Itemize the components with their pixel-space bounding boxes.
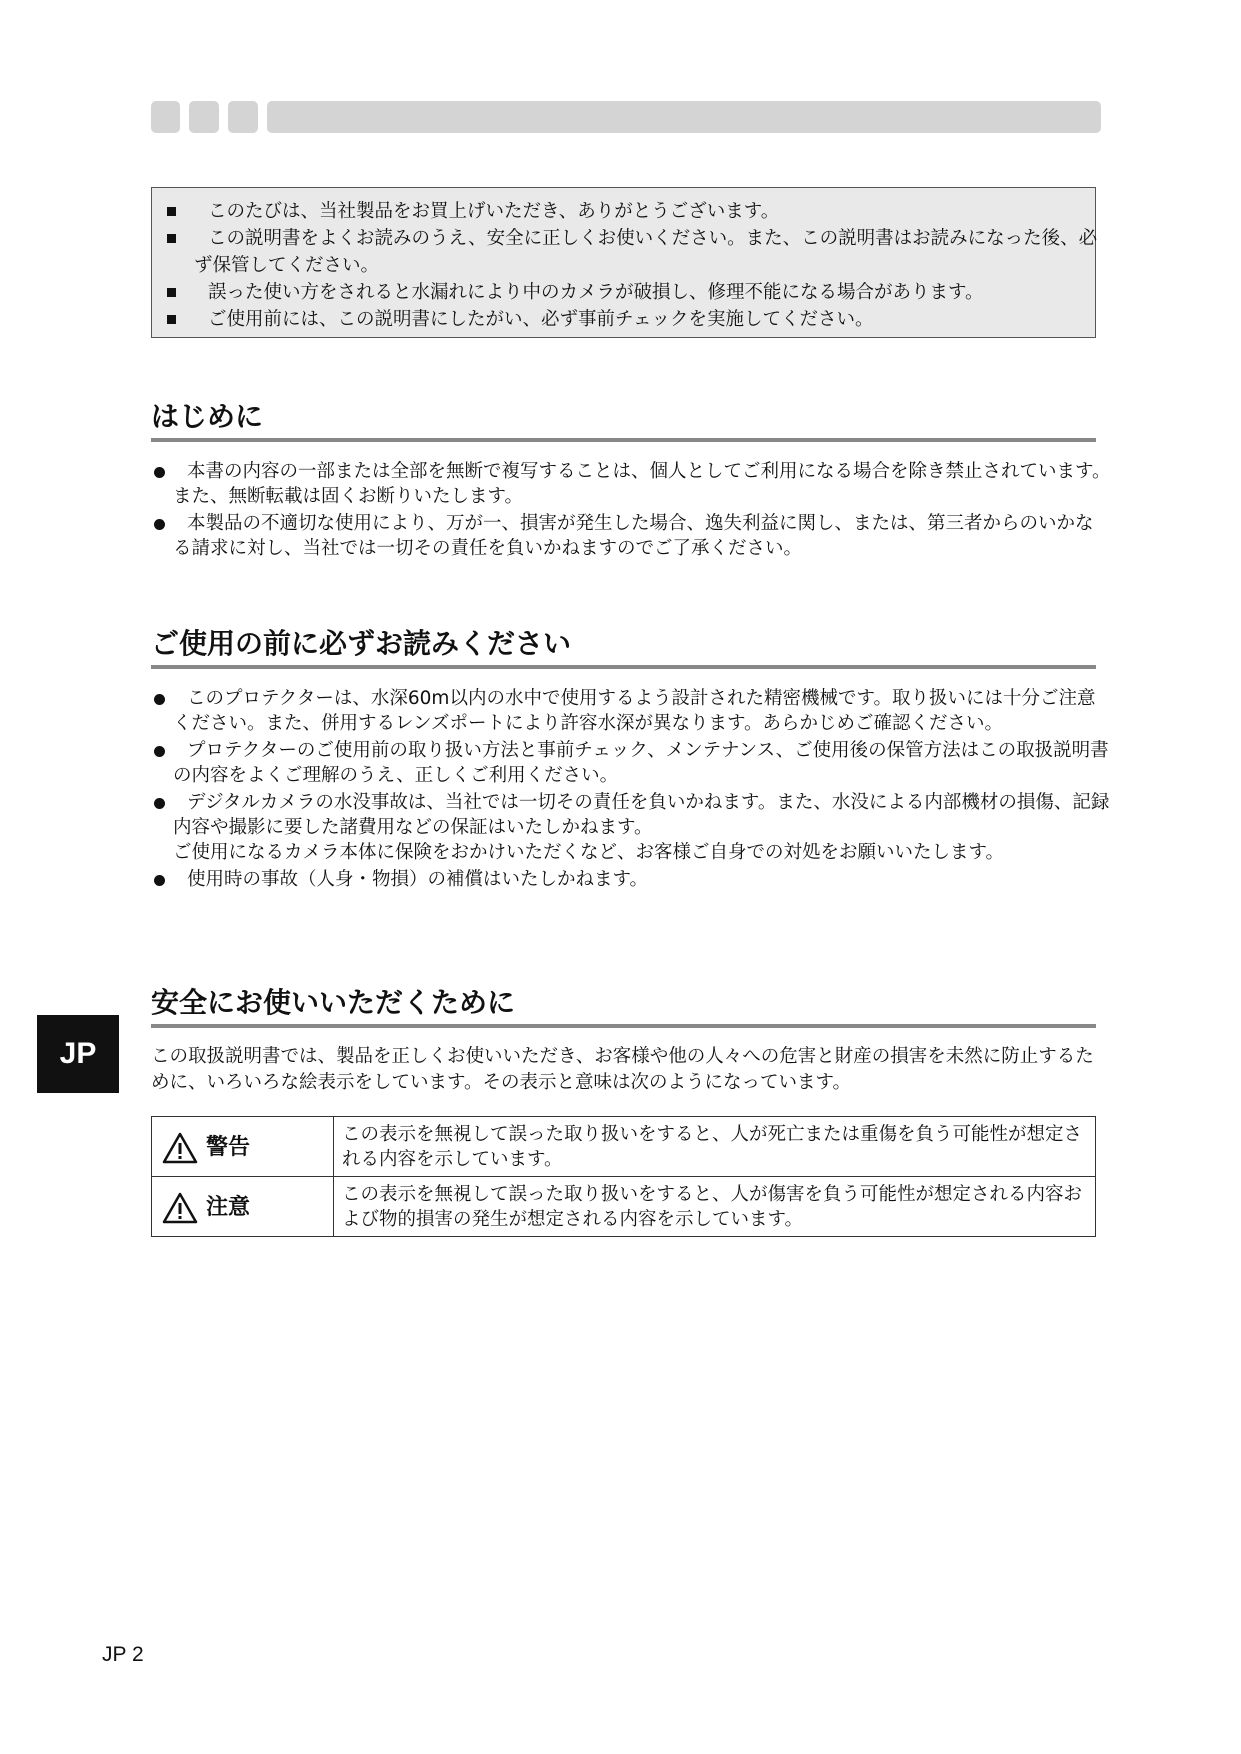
intro-box [151, 187, 1096, 338]
table-row [152, 1177, 1096, 1237]
intro-item: この説明書をよくお読みのうえ、安全に正しくお使いください。また、この説明書はお読みになった後、必ず保管してください。 [164, 225, 1114, 279]
list-item: プロテクターのご使用前の取り扱い方法と事前チェック、メンテナンス、ご使用後の保管方法はこの取扱説明書の内容をよくご理解のうえ、正しくご利用ください。 [151, 738, 1111, 788]
safety-paragraph: この取扱説明書では、製品を正しくお使いいただき、お客様や他の人々への危害と財産の損害を未然に防止するために、いろいろな絵表示をしています。その表示と意味は次のようになっています。 [151, 1046, 1094, 1093]
warning-table [151, 1116, 1096, 1237]
warning-description: この表示を無視して誤った取り扱いをすると、人が死亡または重傷を負う可能性が想定される内容を示しています。 [334, 1117, 1096, 1177]
caution-label: 注意 [206, 1194, 251, 1220]
warning-triangle-icon [162, 1132, 198, 1164]
language-tab: JP [37, 1015, 119, 1093]
caution-description: この表示を無視して誤った取り扱いをすると、人が傷害を負う可能性が想定される内容および物的損害の発生が想定される内容を示しています。 [334, 1177, 1096, 1237]
caution-label-cell [152, 1177, 334, 1237]
section-title-read-before-use: ご使用の前に必ずお読みください [151, 626, 1096, 669]
header-block-long [267, 101, 1101, 133]
header-bar [151, 101, 1101, 133]
list-item: 使用時の事故（人身・物損）の補償はいたしかねます。 [151, 867, 1111, 892]
section-title-introduction: はじめに [151, 399, 1096, 442]
introduction-list [151, 459, 1111, 563]
intro-item: 誤った使い方をされると水漏れにより中のカメラが破損し、修理不能になる場合があります。 [164, 279, 1114, 306]
intro-item: このたびは、当社製品をお買上げいただき、ありがとうございます。 [164, 198, 1114, 225]
warning-triangle-icon [162, 1192, 198, 1224]
section-title-safety: 安全にお使いいただくために [151, 985, 1096, 1028]
header-block-1 [151, 101, 180, 133]
page-number: JP 2 [102, 1643, 144, 1666]
list-item: デジタルカメラの水没事故は、当社では一切その責任を負いかねます。また、水没による内部機材の損傷、記録内容や撮影に要した諸費用などの保証はいたしかねます。 ご使用になるカメラ本体に保険をおかけいただくなど、お客様ご自身での対処をお願いいたします。 [151, 790, 1111, 865]
intro-item: ご使用前には、この説明書にしたがい、必ず事前チェックを実施してください。 [164, 306, 1114, 333]
list-item: このプロテクターは、水深60m以内の水中で使用するよう設計された精密機械です。取り扱いには十分ご注意ください。また、併用するレンズポートにより許容水深が異なります。あらかじめご確認ください。 [151, 686, 1111, 736]
header-block-2 [189, 101, 219, 133]
warning-label: 警告 [206, 1134, 251, 1160]
read-before-use-list [151, 686, 1111, 894]
list-item: 本製品の不適切な使用により、万が一、損害が発生した場合、逸失利益に関し、または、第三者からのいかなる請求に対し、当社では一切その責任を負いかねますのでご了承ください。 [151, 511, 1111, 561]
list-item: 本書の内容の一部または全部を無断で複写することは、個人としてご利用になる場合を除き禁止されています。また、無断転載は固くお断りいたします。 [151, 459, 1111, 509]
table-row [152, 1117, 1096, 1177]
warning-label-cell [152, 1117, 334, 1177]
header-block-3 [228, 101, 258, 133]
